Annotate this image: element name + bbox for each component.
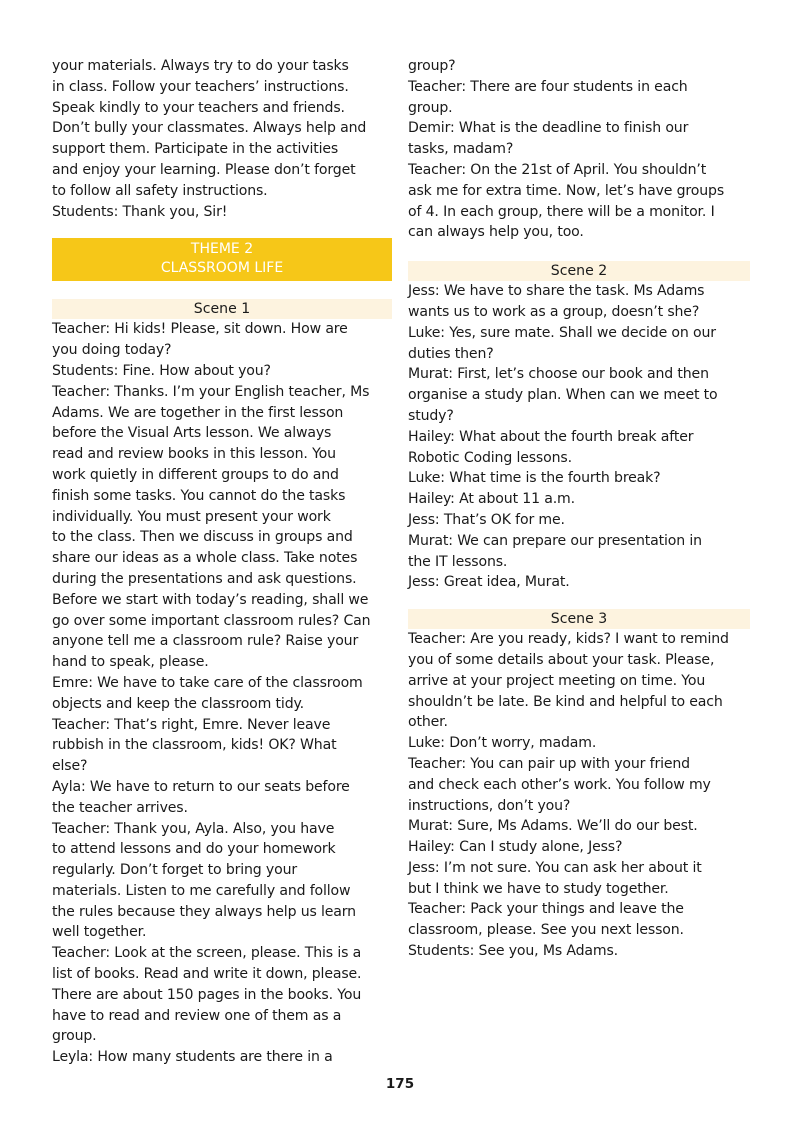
dialogue-line: wants us to work as a group, doesn’t she?: [408, 303, 700, 320]
dialogue-line: Adams. We are together in the first lesson: [52, 404, 344, 421]
dialogue-line: group.: [52, 1028, 97, 1045]
dialogue-line: study?: [408, 407, 454, 424]
scene-3-heading: Scene 3: [408, 609, 750, 629]
dialogue-line: There are about 150 pages in the books. You: [52, 986, 362, 1003]
dialogue-line: anyone tell me a classroom rule? Raise your: [52, 633, 359, 650]
dialogue-line: Jess: I’m not sure. You can ask her about it: [408, 859, 702, 876]
dialogue-line: Jess: Great idea, Murat.: [408, 574, 570, 591]
dialogue-line: the rules because they always help us learn: [52, 903, 356, 920]
scene-2-heading: Scene 2: [408, 261, 750, 281]
dialogue-line: the teacher arrives.: [52, 799, 188, 816]
dialogue-line: Before we start with today’s reading, shall we: [52, 591, 369, 608]
dialogue-line: group.: [408, 99, 453, 116]
dialogue-line: classroom, please. See you next lesson.: [408, 922, 684, 939]
dialogue-line: arrive at your project meeting on time. You: [408, 672, 706, 689]
dialogue-line: Hailey: At about 11 a.m.: [408, 491, 575, 508]
dialogue-line: regularly. Don’t forget to bring your: [52, 862, 298, 879]
dialogue-line: hand to speak, please.: [52, 654, 209, 671]
text-line: Students: Thank you, Sir!: [52, 203, 228, 220]
text-line: support them. Participate in the activities: [52, 141, 339, 158]
dialogue-line: group?: [408, 58, 456, 74]
dialogue-line: individually. You must present your work: [52, 508, 331, 525]
dialogue-line: Murat: First, let’s choose our book and then: [408, 366, 709, 383]
dialogue-line: duties then?: [408, 345, 494, 362]
text-line: Don’t bully your classmates. Always help and: [52, 120, 367, 137]
dialogue-line: to the class. Then we discuss in groups and: [52, 529, 353, 546]
dialogue-line: Robotic Coding lessons.: [408, 449, 572, 466]
right-intro-block: [408, 56, 750, 243]
dialogue-line: have to read and review one of them as a: [52, 1007, 342, 1024]
dialogue-line: Luke: Don’t worry, madam.: [408, 735, 597, 752]
dialogue-line: Murat: Sure, Ms Adams. We’ll do our best.: [408, 818, 698, 835]
dialogue-line: before the Visual Arts lesson. We always: [52, 425, 332, 442]
dialogue-line: share our ideas as a whole class. Take notes: [52, 550, 358, 567]
page-number: 175: [385, 1076, 415, 1092]
dialogue-line: Teacher: There are four students in each: [408, 78, 688, 95]
dialogue-line: Teacher: Thanks. I’m your English teacher, Ms: [52, 383, 370, 400]
dialogue-line: organise a study plan. When can we meet to: [408, 387, 718, 404]
dialogue-line: can always help you, too.: [408, 224, 584, 241]
dialogue-line: to attend lessons and do your homework: [52, 841, 336, 858]
dialogue-line: Hailey: Can I study alone, Jess?: [408, 839, 623, 856]
dialogue-line: Hailey: What about the fourth break after: [408, 428, 694, 445]
dialogue-line: Demir: What is the deadline to finish our: [408, 120, 689, 137]
dialogue-line: Teacher: On the 21st of April. You shouldn’t: [408, 161, 707, 178]
dialogue-line: Teacher: Look at the screen, please. This is a: [52, 945, 362, 962]
dialogue-line: the IT lessons.: [408, 553, 508, 570]
scene-1-heading: Scene 1: [52, 299, 392, 319]
dialogue-line: work quietly in different groups to do and: [52, 466, 339, 483]
dialogue-line: Ayla: We have to return to our seats before: [52, 778, 350, 795]
dialogue-line: go over some important classroom rules? Can: [52, 612, 371, 629]
dialogue-line: Murat: We can prepare our presentation in: [408, 532, 702, 549]
dialogue-line: but I think we have to study together.: [408, 880, 669, 897]
dialogue-line: instructions, don’t you?: [408, 797, 571, 814]
dialogue-line: Luke: Yes, sure mate. Shall we decide on our: [408, 324, 716, 341]
dialogue-line: and check each other’s work. You follow my: [408, 776, 711, 793]
dialogue-line: Teacher: Pack your things and leave the: [408, 901, 684, 918]
left-column: [52, 56, 392, 1068]
dialogue-line: you of some details about your task. Please,: [408, 651, 715, 668]
text-line: Speak kindly to your teachers and friends.: [52, 99, 345, 116]
scene-2-dialogue: [408, 281, 750, 593]
dialogue-line: Teacher: Thank you, Ayla. Also, you have: [52, 820, 335, 837]
dialogue-line: read and review books in this lesson. You: [52, 446, 336, 463]
dialogue-line: objects and keep the classroom tidy.: [52, 695, 305, 712]
dialogue-line: of 4. In each group, there will be a monitor. I: [408, 203, 715, 220]
dialogue-line: during the presentations and ask questions.: [52, 570, 357, 587]
dialogue-line: ask me for extra time. Now, let’s have groups: [408, 182, 725, 199]
dialogue-line: Emre: We have to take care of the classroom: [52, 674, 363, 691]
dialogue-line: Teacher: Hi kids! Please, sit down. How are: [52, 321, 348, 338]
dialogue-line: rubbish in the classroom, kids! OK? What: [52, 737, 337, 754]
dialogue-line: well together.: [52, 924, 147, 941]
text-line: and enjoy your learning. Please don’t forget: [52, 161, 356, 178]
theme-title: CLASSROOM LIFE: [160, 260, 284, 277]
theme-number: THEME 2: [190, 241, 254, 258]
text-line: to follow all safety instructions.: [52, 182, 268, 199]
dialogue-line: else?: [52, 758, 88, 775]
right-column: [408, 56, 750, 962]
dialogue-line: Luke: What time is the fourth break?: [408, 470, 661, 487]
text-line: in class. Follow your teachers’ instructions.: [52, 78, 349, 95]
scene-3-dialogue: [408, 629, 750, 962]
dialogue-line: tasks, madam?: [408, 141, 514, 158]
dialogue-line: Students: Fine. How about you?: [52, 362, 271, 379]
text-line: your materials. Always try to do your tasks: [52, 58, 349, 74]
dialogue-line: Jess: That’s OK for me.: [408, 511, 565, 528]
dialogue-line: you doing today?: [52, 342, 172, 359]
dialogue-line: shouldn’t be late. Be kind and helpful to each: [408, 693, 723, 710]
theme-banner: [52, 238, 392, 281]
dialogue-line: Leyla: How many students are there in a: [52, 1049, 333, 1066]
dialogue-line: Teacher: You can pair up with your friend: [408, 755, 690, 772]
dialogue-line: materials. Listen to me carefully and follow: [52, 882, 351, 899]
dialogue-line: other.: [408, 714, 448, 731]
dialogue-line: Jess: We have to share the task. Ms Adams: [408, 283, 705, 300]
left-intro-block: [52, 56, 392, 222]
dialogue-line: list of books. Read and write it down, please.: [52, 966, 362, 983]
dialogue-line: Teacher: Are you ready, kids? I want to remind: [408, 631, 729, 648]
scene-1-dialogue: [52, 319, 392, 1068]
dialogue-line: Students: See you, Ms Adams.: [408, 943, 618, 960]
dialogue-line: Teacher: That’s right, Emre. Never leave: [52, 716, 331, 733]
dialogue-line: finish some tasks. You cannot do the tasks: [52, 487, 346, 504]
